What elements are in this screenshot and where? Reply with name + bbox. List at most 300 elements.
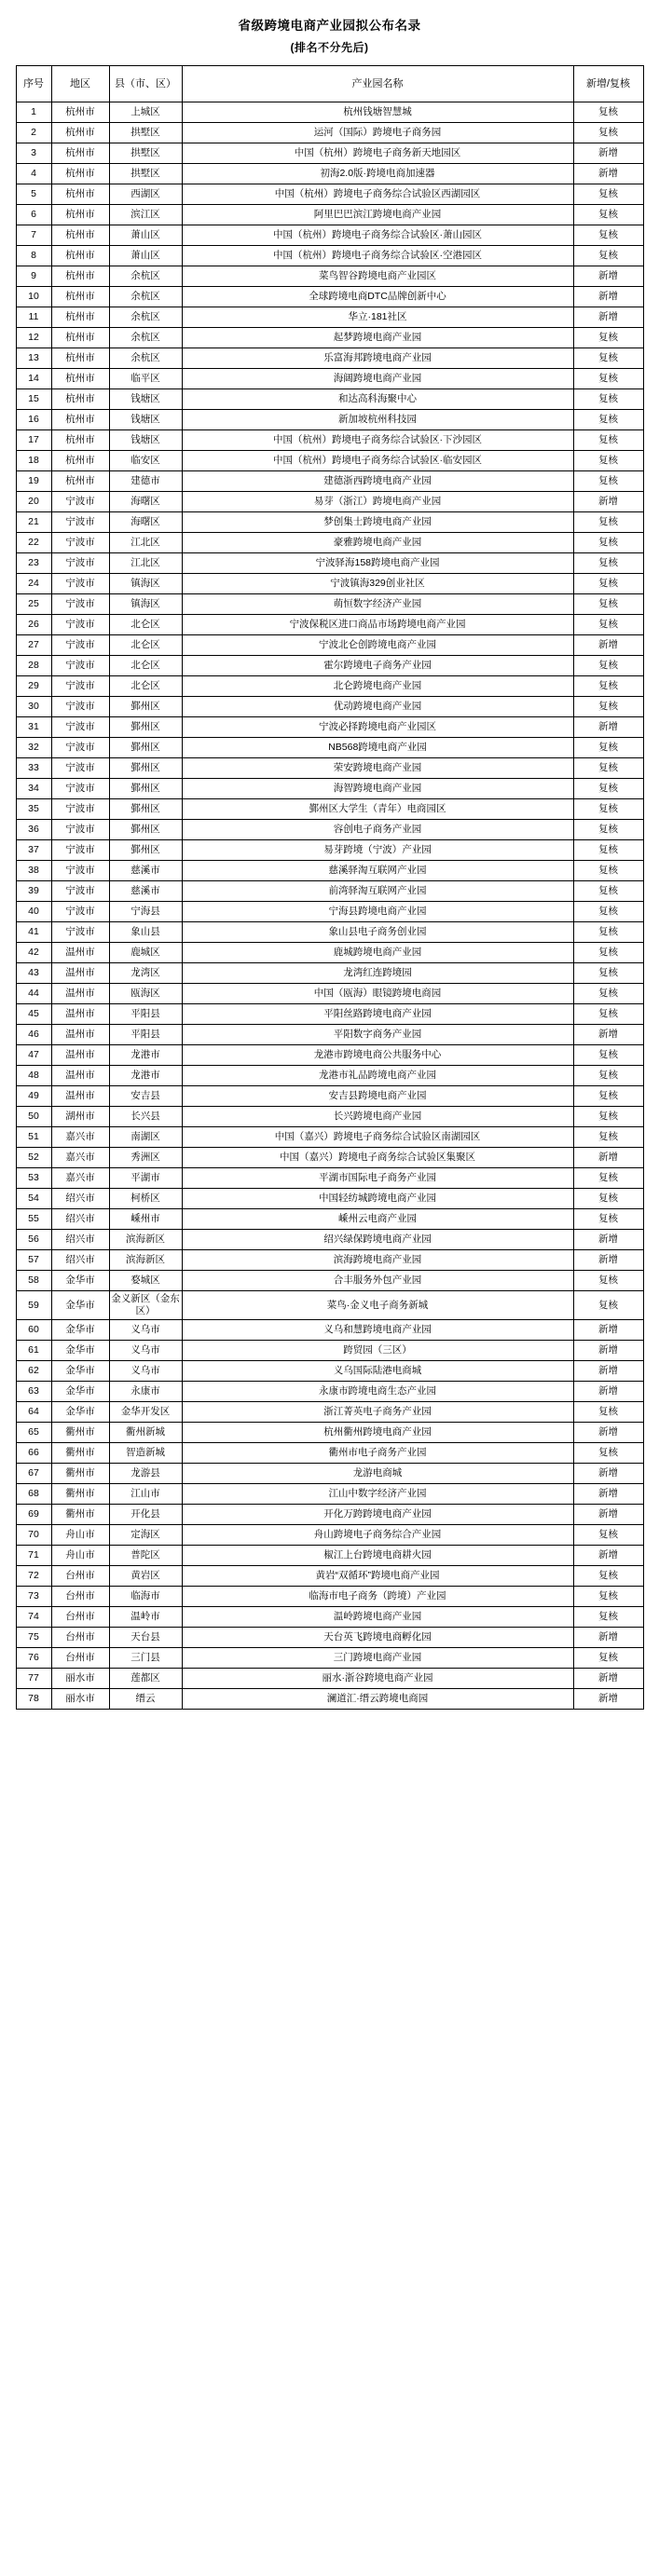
table-body xyxy=(16,102,643,1710)
cell-index: 46 xyxy=(16,1025,51,1045)
cell-park-name: 宁波保税区进口商品市场跨境电商产业园 xyxy=(182,615,573,635)
cell-park-name: 衢州市电子商务产业园 xyxy=(182,1443,573,1464)
table-row xyxy=(16,779,643,799)
cell-county: 鄞州区 xyxy=(109,758,182,779)
cell-index: 6 xyxy=(16,205,51,225)
table-row xyxy=(16,369,643,389)
cell-status: 复核 xyxy=(573,205,643,225)
cell-index: 61 xyxy=(16,1341,51,1361)
table-header-row xyxy=(16,66,643,102)
cell-county: 西湖区 xyxy=(109,184,182,205)
cell-status: 新增 xyxy=(573,1505,643,1525)
table-row xyxy=(16,902,643,922)
cell-region: 衢州市 xyxy=(51,1505,109,1525)
table-row xyxy=(16,1525,643,1546)
cell-park-name: 易芽跨境（宁波）产业园 xyxy=(182,840,573,861)
table-row xyxy=(16,1320,643,1341)
cell-index: 32 xyxy=(16,738,51,758)
cell-region: 金华市 xyxy=(51,1291,109,1320)
cell-county: 北仑区 xyxy=(109,635,182,656)
cell-county: 北仑区 xyxy=(109,656,182,676)
cell-park-name: 平湖市国际电子商务产业园 xyxy=(182,1168,573,1189)
cell-index: 30 xyxy=(16,697,51,717)
cell-index: 71 xyxy=(16,1546,51,1566)
cell-status: 复核 xyxy=(573,471,643,492)
table-row xyxy=(16,1086,643,1107)
cell-park-name: 安吉县跨境电商产业园 xyxy=(182,1086,573,1107)
cell-park-name: 跨贸园（三区） xyxy=(182,1341,573,1361)
table-row xyxy=(16,717,643,738)
table-row xyxy=(16,1443,643,1464)
table-row xyxy=(16,656,643,676)
table-row xyxy=(16,348,643,369)
table-row xyxy=(16,963,643,984)
table-row xyxy=(16,676,643,697)
cell-status: 复核 xyxy=(573,820,643,840)
table-row xyxy=(16,266,643,287)
cell-park-name: 椒江上台跨境电商耕火园 xyxy=(182,1546,573,1566)
table-row xyxy=(16,1107,643,1127)
table-row xyxy=(16,1148,643,1168)
cell-county: 海曙区 xyxy=(109,512,182,533)
cell-park-name: 和达高科海聚中心 xyxy=(182,389,573,410)
cell-county: 拱墅区 xyxy=(109,164,182,184)
table-row xyxy=(16,1250,643,1271)
cell-county: 鄞州区 xyxy=(109,840,182,861)
column-header-county: 县（市、区） xyxy=(109,66,182,102)
cell-county: 安吉县 xyxy=(109,1086,182,1107)
table-row xyxy=(16,512,643,533)
table-row xyxy=(16,1669,643,1689)
cell-index: 68 xyxy=(16,1484,51,1505)
cell-park-name: 天台英飞跨境电商孵化园 xyxy=(182,1628,573,1648)
cell-index: 52 xyxy=(16,1148,51,1168)
cell-region: 杭州市 xyxy=(51,307,109,328)
cell-status: 复核 xyxy=(573,1066,643,1086)
cell-index: 54 xyxy=(16,1189,51,1209)
cell-region: 宁波市 xyxy=(51,717,109,738)
cell-index: 15 xyxy=(16,389,51,410)
cell-status: 新增 xyxy=(573,266,643,287)
column-header-status: 新增/复核 xyxy=(573,66,643,102)
cell-park-name: 全球跨境电商DTC品牌创新中心 xyxy=(182,287,573,307)
cell-status: 复核 xyxy=(573,1648,643,1669)
cell-park-name: 中国（嘉兴）跨境电子商务综合试验区集聚区 xyxy=(182,1148,573,1168)
cell-county: 鄞州区 xyxy=(109,717,182,738)
cell-index: 36 xyxy=(16,820,51,840)
cell-park-name: 中国（杭州）跨境电子商务综合试验区西湖园区 xyxy=(182,184,573,205)
cell-park-name: 前湾驿淘互联网产业园 xyxy=(182,881,573,902)
cell-region: 杭州市 xyxy=(51,225,109,246)
cell-park-name: 北仑跨境电商产业园 xyxy=(182,676,573,697)
cell-index: 24 xyxy=(16,574,51,594)
cell-status: 复核 xyxy=(573,615,643,635)
cell-region: 宁波市 xyxy=(51,758,109,779)
cell-region: 温州市 xyxy=(51,1004,109,1025)
cell-region: 宁波市 xyxy=(51,676,109,697)
cell-county: 余杭区 xyxy=(109,348,182,369)
cell-park-name: 菜鸟智谷跨境电商产业园区 xyxy=(182,266,573,287)
cell-index: 37 xyxy=(16,840,51,861)
cell-county: 义乌市 xyxy=(109,1341,182,1361)
cell-county: 拱墅区 xyxy=(109,123,182,143)
table-row xyxy=(16,1505,643,1525)
cell-index: 57 xyxy=(16,1250,51,1271)
cell-county: 衢州新城 xyxy=(109,1423,182,1443)
cell-index: 58 xyxy=(16,1271,51,1291)
cell-status: 复核 xyxy=(573,225,643,246)
cell-status: 复核 xyxy=(573,984,643,1004)
cell-park-name: 滨海跨境电商产业园 xyxy=(182,1250,573,1271)
cell-county: 龙湾区 xyxy=(109,963,182,984)
cell-park-name: 萌恒数字经济产业园 xyxy=(182,594,573,615)
cell-county: 萧山区 xyxy=(109,246,182,266)
page-title: 省级跨境电商产业园拟公布名录 xyxy=(238,19,421,33)
cell-index: 66 xyxy=(16,1443,51,1464)
cell-county: 鄞州区 xyxy=(109,820,182,840)
cell-region: 宁波市 xyxy=(51,697,109,717)
cell-region: 宁波市 xyxy=(51,738,109,758)
cell-park-name: 鹿城跨境电商产业园 xyxy=(182,943,573,963)
cell-status: 复核 xyxy=(573,1607,643,1628)
cell-status: 复核 xyxy=(573,738,643,758)
cell-status: 新增 xyxy=(573,1361,643,1382)
table-row xyxy=(16,1546,643,1566)
cell-index: 49 xyxy=(16,1086,51,1107)
cell-status: 新增 xyxy=(573,307,643,328)
table-row xyxy=(16,1230,643,1250)
cell-index: 59 xyxy=(16,1291,51,1320)
cell-county: 临安区 xyxy=(109,451,182,471)
cell-status: 新增 xyxy=(573,1484,643,1505)
cell-status: 复核 xyxy=(573,861,643,881)
cell-county: 慈溪市 xyxy=(109,881,182,902)
cell-county: 温岭市 xyxy=(109,1607,182,1628)
cell-region: 绍兴市 xyxy=(51,1189,109,1209)
cell-status: 复核 xyxy=(573,430,643,451)
cell-status: 复核 xyxy=(573,922,643,943)
cell-region: 衢州市 xyxy=(51,1443,109,1464)
table-row xyxy=(16,1271,643,1291)
table-row xyxy=(16,533,643,553)
cell-county: 江北区 xyxy=(109,533,182,553)
table-row xyxy=(16,1382,643,1402)
cell-status: 复核 xyxy=(573,348,643,369)
cell-county: 上城区 xyxy=(109,102,182,123)
cell-index: 63 xyxy=(16,1382,51,1402)
cell-index: 17 xyxy=(16,430,51,451)
cell-park-name: 中国（嘉兴）跨境电子商务综合试验区南湖园区 xyxy=(182,1127,573,1148)
table-row xyxy=(16,1402,643,1423)
cell-park-name: 长兴跨境电商产业园 xyxy=(182,1107,573,1127)
cell-region: 杭州市 xyxy=(51,205,109,225)
cell-county: 普陀区 xyxy=(109,1546,182,1566)
cell-index: 73 xyxy=(16,1587,51,1607)
cell-park-name: 嵊州云电商产业园 xyxy=(182,1209,573,1230)
cell-county: 义乌市 xyxy=(109,1320,182,1341)
cell-county: 三门县 xyxy=(109,1648,182,1669)
cell-region: 温州市 xyxy=(51,1025,109,1045)
cell-region: 宁波市 xyxy=(51,922,109,943)
cell-region: 杭州市 xyxy=(51,430,109,451)
cell-park-name: 优动跨境电商产业园 xyxy=(182,697,573,717)
cell-county: 拱墅区 xyxy=(109,143,182,164)
cell-county: 镇海区 xyxy=(109,574,182,594)
cell-park-name: 新加坡杭州科技园 xyxy=(182,410,573,430)
table-row xyxy=(16,697,643,717)
cell-status: 复核 xyxy=(573,1004,643,1025)
cell-status: 新增 xyxy=(573,164,643,184)
cell-region: 温州市 xyxy=(51,1086,109,1107)
table-row xyxy=(16,840,643,861)
cell-county: 鹿城区 xyxy=(109,943,182,963)
cell-status: 复核 xyxy=(573,1045,643,1066)
cell-region: 杭州市 xyxy=(51,328,109,348)
table-row xyxy=(16,1341,643,1361)
table-row xyxy=(16,1648,643,1669)
cell-status: 复核 xyxy=(573,574,643,594)
cell-county: 慈溪市 xyxy=(109,861,182,881)
table-row xyxy=(16,1587,643,1607)
cell-park-name: 运河（国际）跨境电子商务园 xyxy=(182,123,573,143)
cell-status: 复核 xyxy=(573,451,643,471)
cell-region: 嘉兴市 xyxy=(51,1148,109,1168)
cell-park-name: 乐富海邦跨境电商产业园 xyxy=(182,348,573,369)
cell-region: 台州市 xyxy=(51,1566,109,1587)
cell-status: 复核 xyxy=(573,902,643,922)
table-row xyxy=(16,943,643,963)
cell-index: 60 xyxy=(16,1320,51,1341)
cell-region: 杭州市 xyxy=(51,266,109,287)
cell-region: 温州市 xyxy=(51,963,109,984)
cell-county: 缙云 xyxy=(109,1689,182,1710)
cell-index: 28 xyxy=(16,656,51,676)
table-row xyxy=(16,307,643,328)
cell-park-name: 临海市电子商务（跨境）产业园 xyxy=(182,1587,573,1607)
cell-index: 48 xyxy=(16,1066,51,1086)
cell-status: 复核 xyxy=(573,881,643,902)
cell-county: 临海市 xyxy=(109,1587,182,1607)
cell-status: 新增 xyxy=(573,1148,643,1168)
cell-index: 1 xyxy=(16,102,51,123)
cell-index: 41 xyxy=(16,922,51,943)
cell-status: 复核 xyxy=(573,840,643,861)
cell-county: 黄岩区 xyxy=(109,1566,182,1587)
cell-index: 4 xyxy=(16,164,51,184)
table-row xyxy=(16,1484,643,1505)
cell-region: 杭州市 xyxy=(51,287,109,307)
cell-region: 丽水市 xyxy=(51,1669,109,1689)
cell-region: 金华市 xyxy=(51,1271,109,1291)
table-row xyxy=(16,1423,643,1443)
cell-region: 衢州市 xyxy=(51,1464,109,1484)
cell-county: 金华开发区 xyxy=(109,1402,182,1423)
cell-park-name: 义乌和慧跨境电商产业园 xyxy=(182,1320,573,1341)
table-row xyxy=(16,1291,643,1320)
cell-county: 鄞州区 xyxy=(109,738,182,758)
cell-status: 复核 xyxy=(573,246,643,266)
cell-park-name: 霍尔跨境电子商务产业园 xyxy=(182,656,573,676)
table-row xyxy=(16,287,643,307)
column-header-index: 序号 xyxy=(16,66,51,102)
cell-status: 新增 xyxy=(573,143,643,164)
cell-status: 复核 xyxy=(573,1168,643,1189)
cell-status: 复核 xyxy=(573,1402,643,1423)
table-row xyxy=(16,738,643,758)
table-row xyxy=(16,1689,643,1710)
cell-index: 50 xyxy=(16,1107,51,1127)
cell-park-name: 平阳丝路跨境电商产业园 xyxy=(182,1004,573,1025)
cell-region: 金华市 xyxy=(51,1382,109,1402)
cell-status: 新增 xyxy=(573,717,643,738)
cell-county: 柯桥区 xyxy=(109,1189,182,1209)
cell-index: 33 xyxy=(16,758,51,779)
table-row xyxy=(16,1628,643,1648)
cell-park-name: 宁海县跨境电商产业园 xyxy=(182,902,573,922)
cell-region: 杭州市 xyxy=(51,451,109,471)
table-row xyxy=(16,635,643,656)
cell-region: 舟山市 xyxy=(51,1525,109,1546)
cell-index: 18 xyxy=(16,451,51,471)
cell-park-name: 中国（杭州）跨境电子商务综合试验区·下沙园区 xyxy=(182,430,573,451)
table-row xyxy=(16,1168,643,1189)
cell-county: 龙港市 xyxy=(109,1045,182,1066)
cell-county: 北仑区 xyxy=(109,615,182,635)
cell-region: 温州市 xyxy=(51,984,109,1004)
cell-park-name: 慈溪驿淘互联网产业园 xyxy=(182,861,573,881)
cell-region: 宁波市 xyxy=(51,594,109,615)
cell-county: 余杭区 xyxy=(109,328,182,348)
cell-region: 宁波市 xyxy=(51,881,109,902)
cell-status: 复核 xyxy=(573,1107,643,1127)
cell-county: 长兴县 xyxy=(109,1107,182,1127)
cell-index: 78 xyxy=(16,1689,51,1710)
table-row xyxy=(16,389,643,410)
cell-park-name: 开化万跨跨境电商产业园 xyxy=(182,1505,573,1525)
cell-park-name: 豪雅跨境电商产业园 xyxy=(182,533,573,553)
cell-region: 温州市 xyxy=(51,943,109,963)
table-row xyxy=(16,758,643,779)
cell-index: 25 xyxy=(16,594,51,615)
cell-status: 复核 xyxy=(573,389,643,410)
cell-status: 复核 xyxy=(573,533,643,553)
cell-index: 39 xyxy=(16,881,51,902)
cell-region: 台州市 xyxy=(51,1587,109,1607)
cell-county: 萧山区 xyxy=(109,225,182,246)
cell-park-name: 杭州衢州跨境电商产业园 xyxy=(182,1423,573,1443)
cell-status: 复核 xyxy=(573,943,643,963)
cell-region: 宁波市 xyxy=(51,512,109,533)
cell-status: 复核 xyxy=(573,676,643,697)
cell-region: 嘉兴市 xyxy=(51,1168,109,1189)
table-row xyxy=(16,246,643,266)
cell-region: 杭州市 xyxy=(51,143,109,164)
cell-park-name: 龙湾红连跨境园 xyxy=(182,963,573,984)
cell-status: 复核 xyxy=(573,1443,643,1464)
cell-status: 复核 xyxy=(573,1189,643,1209)
cell-status: 复核 xyxy=(573,369,643,389)
column-header-region: 地区 xyxy=(51,66,109,102)
cell-region: 温州市 xyxy=(51,1045,109,1066)
cell-county: 江北区 xyxy=(109,553,182,574)
table-row xyxy=(16,205,643,225)
table-row xyxy=(16,1025,643,1045)
cell-park-name: 澜道汇·缙云跨境电商园 xyxy=(182,1689,573,1710)
table-row xyxy=(16,861,643,881)
cell-index: 38 xyxy=(16,861,51,881)
cell-status: 新增 xyxy=(573,1689,643,1710)
cell-park-name: 江山中数字经济产业园 xyxy=(182,1484,573,1505)
page-subtitle: (排名不分先后) xyxy=(290,41,369,54)
cell-county: 龙游县 xyxy=(109,1464,182,1484)
cell-region: 杭州市 xyxy=(51,184,109,205)
cell-index: 69 xyxy=(16,1505,51,1525)
cell-region: 杭州市 xyxy=(51,102,109,123)
cell-county: 平阳县 xyxy=(109,1025,182,1045)
cell-status: 复核 xyxy=(573,1086,643,1107)
cell-region: 金华市 xyxy=(51,1341,109,1361)
cell-index: 19 xyxy=(16,471,51,492)
cell-index: 44 xyxy=(16,984,51,1004)
cell-status: 复核 xyxy=(573,512,643,533)
cell-region: 杭州市 xyxy=(51,410,109,430)
cell-county: 海曙区 xyxy=(109,492,182,512)
cell-index: 16 xyxy=(16,410,51,430)
cell-park-name: 永康市跨境电商生态产业园 xyxy=(182,1382,573,1402)
table-row xyxy=(16,594,643,615)
cell-index: 42 xyxy=(16,943,51,963)
cell-status: 复核 xyxy=(573,1209,643,1230)
cell-county: 平湖市 xyxy=(109,1168,182,1189)
table-row xyxy=(16,922,643,943)
cell-county: 镇海区 xyxy=(109,594,182,615)
cell-park-name: 中国轻纺城跨境电商产业园 xyxy=(182,1189,573,1209)
cell-index: 35 xyxy=(16,799,51,820)
cell-park-name: 梦创集士跨境电商产业园 xyxy=(182,512,573,533)
cell-region: 杭州市 xyxy=(51,348,109,369)
cell-index: 23 xyxy=(16,553,51,574)
table-row xyxy=(16,430,643,451)
cell-park-name: 阿里巴巴滨江跨境电商产业园 xyxy=(182,205,573,225)
cell-county: 永康市 xyxy=(109,1382,182,1402)
cell-county: 宁海县 xyxy=(109,902,182,922)
cell-status: 复核 xyxy=(573,553,643,574)
cell-park-name: 中国（瓯海）眼镜跨境电商园 xyxy=(182,984,573,1004)
cell-index: 34 xyxy=(16,779,51,799)
cell-region: 杭州市 xyxy=(51,246,109,266)
cell-park-name: 龙游电商城 xyxy=(182,1464,573,1484)
table-row xyxy=(16,225,643,246)
cell-status: 复核 xyxy=(573,1525,643,1546)
cell-park-name: 浙江菁英电子商务产业园 xyxy=(182,1402,573,1423)
cell-region: 台州市 xyxy=(51,1607,109,1628)
cell-region: 杭州市 xyxy=(51,164,109,184)
cell-region: 台州市 xyxy=(51,1648,109,1669)
table-row xyxy=(16,1189,643,1209)
cell-region: 嘉兴市 xyxy=(51,1127,109,1148)
table-row xyxy=(16,471,643,492)
cell-index: 29 xyxy=(16,676,51,697)
cell-park-name: 龙港市礼品跨境电商产业园 xyxy=(182,1066,573,1086)
cell-status: 复核 xyxy=(573,328,643,348)
cell-park-name: 海智跨境电商产业园 xyxy=(182,779,573,799)
table-row xyxy=(16,553,643,574)
table-row xyxy=(16,328,643,348)
cell-index: 74 xyxy=(16,1607,51,1628)
cell-status: 复核 xyxy=(573,799,643,820)
cell-county: 江山市 xyxy=(109,1484,182,1505)
table-row xyxy=(16,574,643,594)
